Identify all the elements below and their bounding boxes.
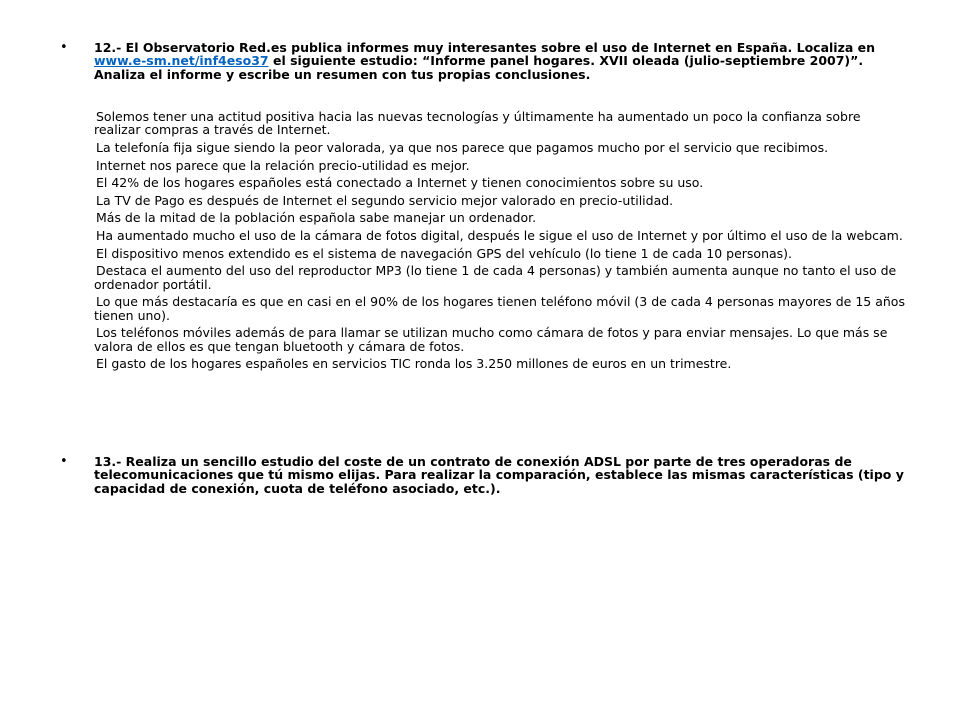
- answer-paragraph: Más de la mitad de la población española sabe manejar un ordenador.: [96, 210, 537, 226]
- answer-paragraph: El 42% de los hogares españoles está conectado a Internet y tienen conocimientos sobre su uso.: [96, 175, 704, 191]
- question-12-instructions: el siguiente estudio: “Informe panel hogares. XVII oleada (julio-septiembre 2007)”. Analiza el informe y escribe un resumen con tus propias conclusiones.: [94, 53, 864, 82]
- answer-paragraph: Solemos tener una actitud positiva hacia las nuevas tecnologías y últimamente ha aumentado un poco la confianza sobre realizar compras a través de Internet.: [94, 109, 861, 138]
- answer-paragraph: El gasto de los hogares españoles en servicios TIC ronda los 3.250 millones de euros en un trimestre.: [96, 356, 732, 372]
- study-link[interactable]: www.e-sm.net/inf4eso37: [94, 53, 269, 69]
- question-12-intro: 12.- El Observatorio Red.es publica informes muy interesantes sobre el uso de Internet en España. Localiza en: [94, 40, 876, 55]
- answer-paragraph: Los teléfonos móviles además de para llamar se utilizan mucho como cámara de fotos y para enviar mensajes. Lo que más se valora de ellos es que tengan bluetooth y cámara de fotos.: [94, 325, 888, 354]
- answer-paragraph: La TV de Pago es después de Internet el segundo servicio mejor valorado en precio-utilidad.: [96, 192, 674, 208]
- question-13: [60, 455, 910, 495]
- answer-paragraph: La telefonía fija sigue siendo la peor valorada, ya que nos parece que pagamos mucho por el servicio que recibimos.: [96, 140, 829, 155]
- question-13-text: 13.- Realiza un sencillo estudio del coste de un contrato de conexión ADSL por parte de tres operadoras de telecomunicaciones que tú mismo elijas. Para realizar la comparación, establece las mismas características (tipo y capacidad de conexión, cuota de teléfono asociado, etc.).: [94, 454, 904, 496]
- bullet-icon: •: [60, 454, 68, 469]
- answer-summary: [94, 110, 906, 375]
- bullet-icon: •: [60, 40, 68, 55]
- answer-paragraph: Ha aumentado mucho el uso de la cámara de fotos digital, después le sigue el uso de Internet y por último el uso de la webcam.: [96, 227, 903, 243]
- answer-paragraph: Internet nos parece que la relación precio-utilidad es mejor.: [96, 157, 470, 173]
- question-12: [60, 41, 910, 81]
- question-12-text: [94, 41, 910, 81]
- answer-paragraph: El dispositivo menos extendido es el sistema de navegación GPS del vehículo (lo tiene 1 de cada 10 personas).: [96, 245, 793, 261]
- answer-paragraph: Destaca el aumento del uso del reproductor MP3 (lo tiene 1 de cada 4 personas) y también aumenta aunque no tanto el uso de ordenador portátil.: [94, 263, 897, 292]
- answer-paragraph: Lo que más destacaría es que en casi en el 90% de los hogares tienen teléfono móvil (3 de cada 4 personas mayores de 15 años tienen uno).: [94, 294, 905, 323]
